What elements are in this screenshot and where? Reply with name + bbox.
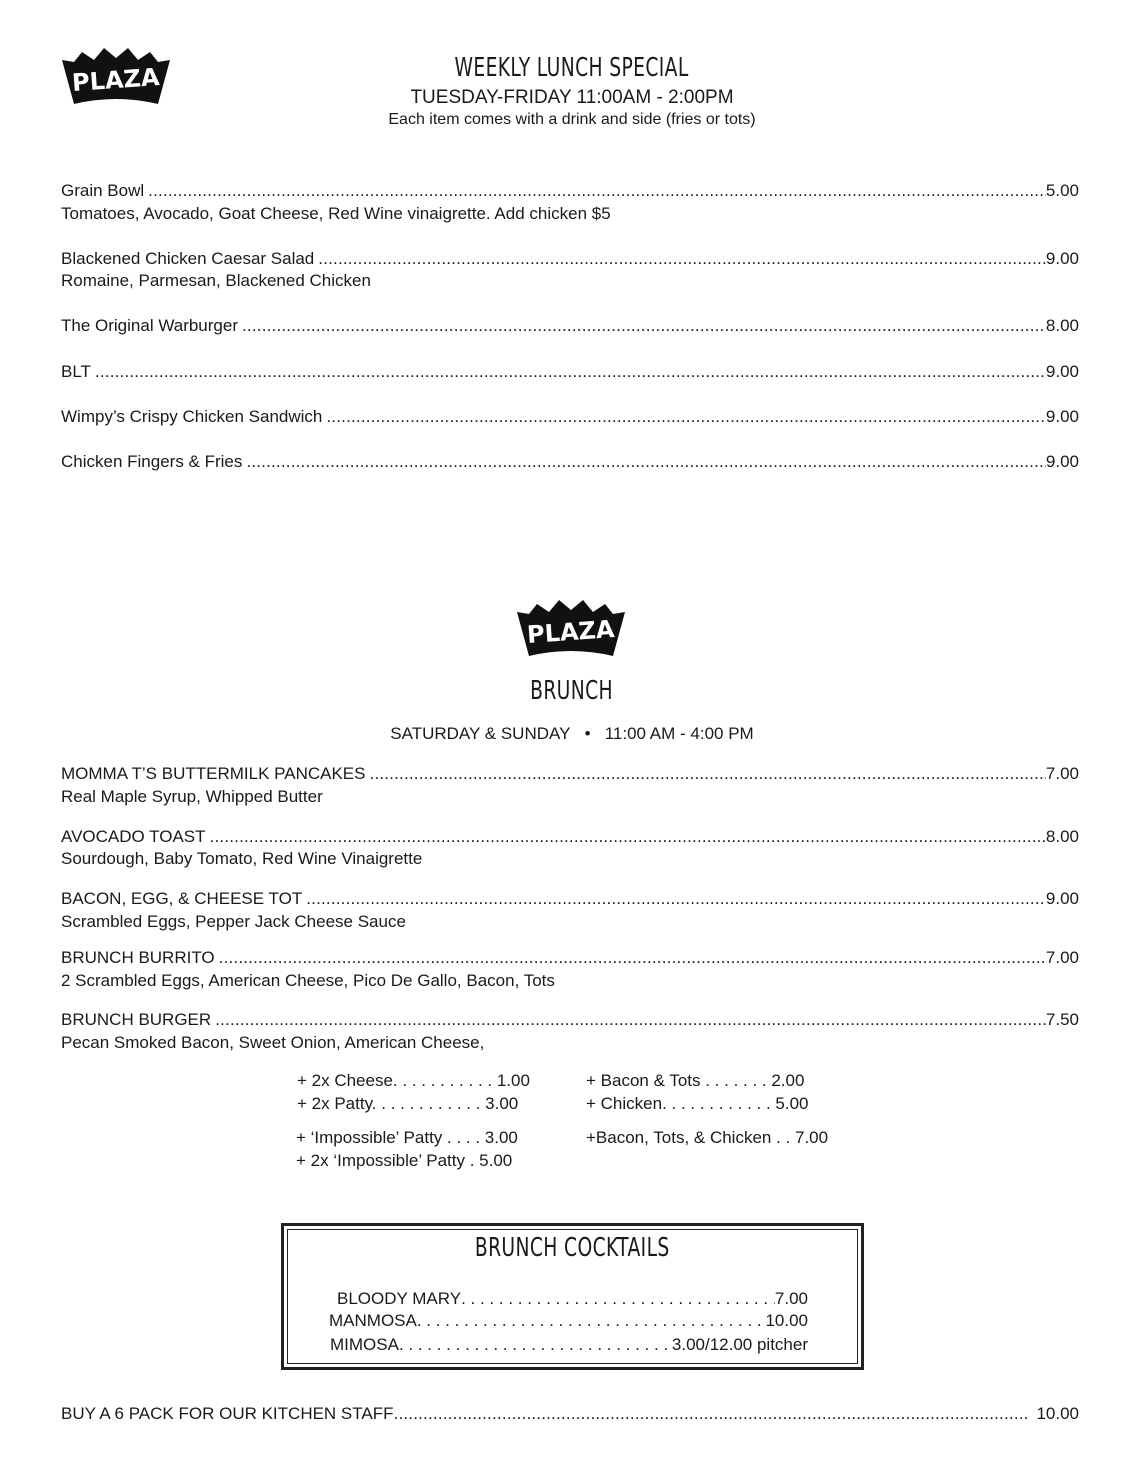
lunch-note: Each item comes with a drink and side (fries or tots) [388,111,756,128]
addon: + ‘Impossible’ Patty . . . . 3.00 [296,1128,518,1147]
lunch-title: WEEKLY LUNCH SPECIAL [454,53,690,83]
cocktail-item: BLOODY MARY . . . 7.00 [337,1289,808,1309]
lunch-hours: TUESDAY-FRIDAY 11:00AM - 2:00PM [410,87,734,108]
addon: + Chicken. . . . . . . . . . . . 5.00 [586,1094,809,1113]
menu-item: The Original Warburger ..... 8.00 [61,316,1079,336]
brunch-title: BRUNCH [530,676,614,706]
menu-item: MOMMA T’S BUTTERMILK PANCAKES ..... 7.00 [61,764,1079,784]
menu-item: BLT ..... 9.00 [61,362,1079,382]
cocktails-title: BRUNCH COCKTAILS [474,1233,670,1263]
logo-text: PLAZA [526,614,616,650]
cocktail-item: MIMOSA . . . 3.00/12.00 pitcher [330,1335,808,1355]
item-desc: Pecan Smoked Bacon, Sweet Onion, American Cheese, [61,1033,485,1052]
addon: + 2x Patty. . . . . . . . . . . . 3.00 [297,1094,519,1113]
addon: + Bacon & Tots . . . . . . . 2.00 [586,1071,805,1090]
cocktail-item: MANMOSA . . . 10.00 [329,1311,808,1331]
item-desc: Tomatoes, Avocado, Goat Cheese, Red Wine vinaigrette. Add chicken $5 [61,204,611,223]
brunch-hours: SATURDAY & SUNDAY • 11:00 AM - 4:00 PM [390,724,754,743]
menu-item: Wimpy’s Crispy Chicken Sandwich ..... 9.00 [61,407,1079,427]
menu-item: Grain Bowl ..... 5.00 [61,181,1079,201]
item-desc: Scrambled Eggs, Pepper Jack Cheese Sauce [61,912,406,931]
addon: +Bacon, Tots, & Chicken . . 7.00 [586,1128,829,1147]
menu-item: BACON, EGG, & CHEESE TOT ..... 9.00 [61,889,1079,909]
kitchen-staff-item: BUY A 6 PACK FOR OUR KITCHEN STAFF ..... 10.00 [61,1404,1079,1424]
item-desc: Real Maple Syrup, Whipped Butter [61,787,323,806]
menu-item: Chicken Fingers & Fries ..... 9.00 [61,452,1079,472]
plaza-logo [515,598,627,660]
logo-text: PLAZA [71,62,161,98]
item-desc: Sourdough, Baby Tomato, Red Wine Vinaigrette [61,849,423,868]
item-desc: Romaine, Parmesan, Blackened Chicken [61,271,371,290]
addon: + 2x Cheese. . . . . . . . . . . 1.00 [297,1071,530,1090]
menu-item: Blackened Chicken Caesar Salad ..... 9.00 [61,249,1079,269]
menu-item: AVOCADO TOAST ..... 8.00 [61,827,1079,847]
menu-item: BRUNCH BURGER ..... 7.50 [61,1010,1079,1030]
item-desc: 2 Scrambled Eggs, American Cheese, Pico De Gallo, Bacon, Tots [61,971,555,990]
addon: + 2x ‘Impossible’ Patty . 5.00 [296,1151,513,1170]
menu-item: BRUNCH BURRITO ..... 7.00 [61,948,1079,968]
